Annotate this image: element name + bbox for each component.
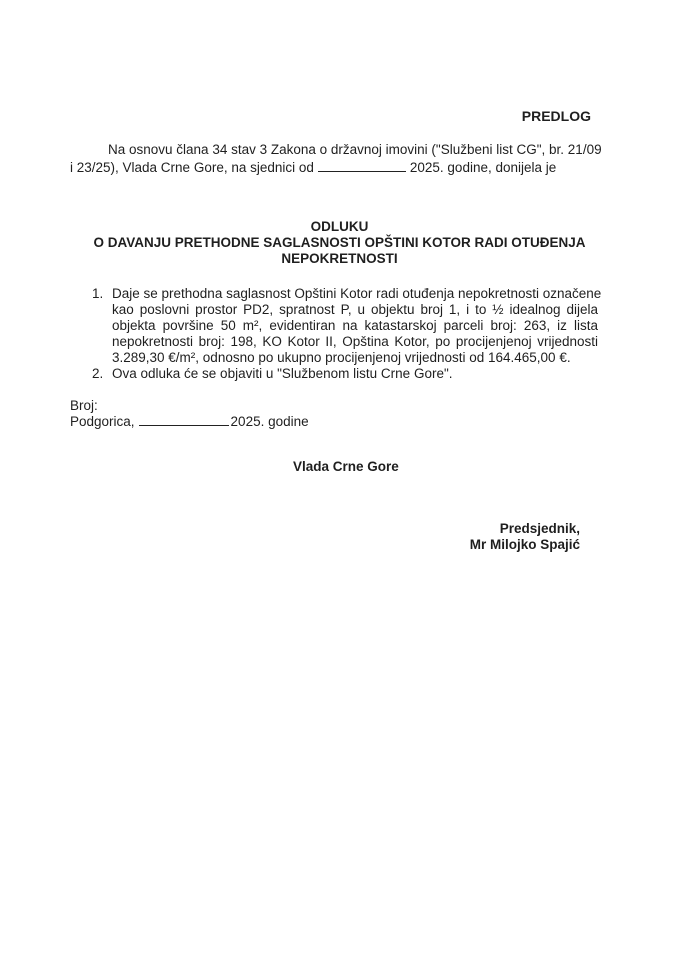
decision-subtitle-line-1: O DAVANJU PRETHODNE SAGLASNOSTI OPŠTINI KOTOR RADI OTUĐENJA bbox=[93, 235, 586, 250]
signatory-title: Predsjednik, bbox=[499, 521, 580, 536]
session-date-blank bbox=[318, 160, 406, 172]
intro-line-1: Na osnovu člana 34 stav 3 Zakona o državnoj imovini ("Službeni list CG", br. 21/09 bbox=[108, 142, 602, 157]
item-2-number: 2. bbox=[92, 366, 104, 381]
signing-date-blank bbox=[139, 414, 229, 426]
decision-subtitle-line-2: NEPOKRETNOSTI bbox=[281, 251, 398, 266]
item-1-line-4: nepokretnosti broj: 198, KO Kotor II, Opština Kotor, po procijenjenoj vrijednosti bbox=[112, 334, 598, 349]
intro-line-2 bbox=[70, 160, 556, 176]
place-date-suffix: 2025. godine bbox=[230, 414, 309, 429]
item-2-line-1: Ova odluka će se objaviti u "Službenom listu Crne Gore". bbox=[112, 366, 453, 381]
item-1-line-1: Daje se prethodna saglasnost Opštini Kotor radi otuđenja nepokretnosti označene bbox=[112, 286, 602, 301]
document-status-label: PREDLOG bbox=[521, 108, 591, 124]
item-1-number: 1. bbox=[92, 286, 104, 301]
issuer-name: Vlada Crne Gore bbox=[293, 459, 399, 474]
intro-line-2-start: i 23/25), Vlada Crne Gore, na sjednici od bbox=[70, 160, 314, 175]
broj-label: Broj: bbox=[70, 398, 98, 413]
item-1-line-3: objekta površine 50 m², evidentiran na katastarskoj parceli broj: 263, iz lista bbox=[112, 318, 598, 333]
place-date-line bbox=[70, 414, 309, 430]
place-label: Podgorica, bbox=[70, 414, 135, 429]
item-1-line-5: 3.289,30 €/m², odnosno po ukupno procijenjenoj vrijednosti od 164.465,00 €. bbox=[112, 350, 571, 365]
intro-line-2-end: 2025. godine, donijela je bbox=[409, 160, 557, 175]
signatory-name: Mr Milojko Spajić bbox=[469, 537, 580, 552]
decision-title: ODLUKU bbox=[310, 219, 369, 234]
item-1-line-2: kao poslovni prostor PD2, spratnost P, u objektu broj 1, i to ½ idealnog dijela bbox=[112, 302, 598, 317]
